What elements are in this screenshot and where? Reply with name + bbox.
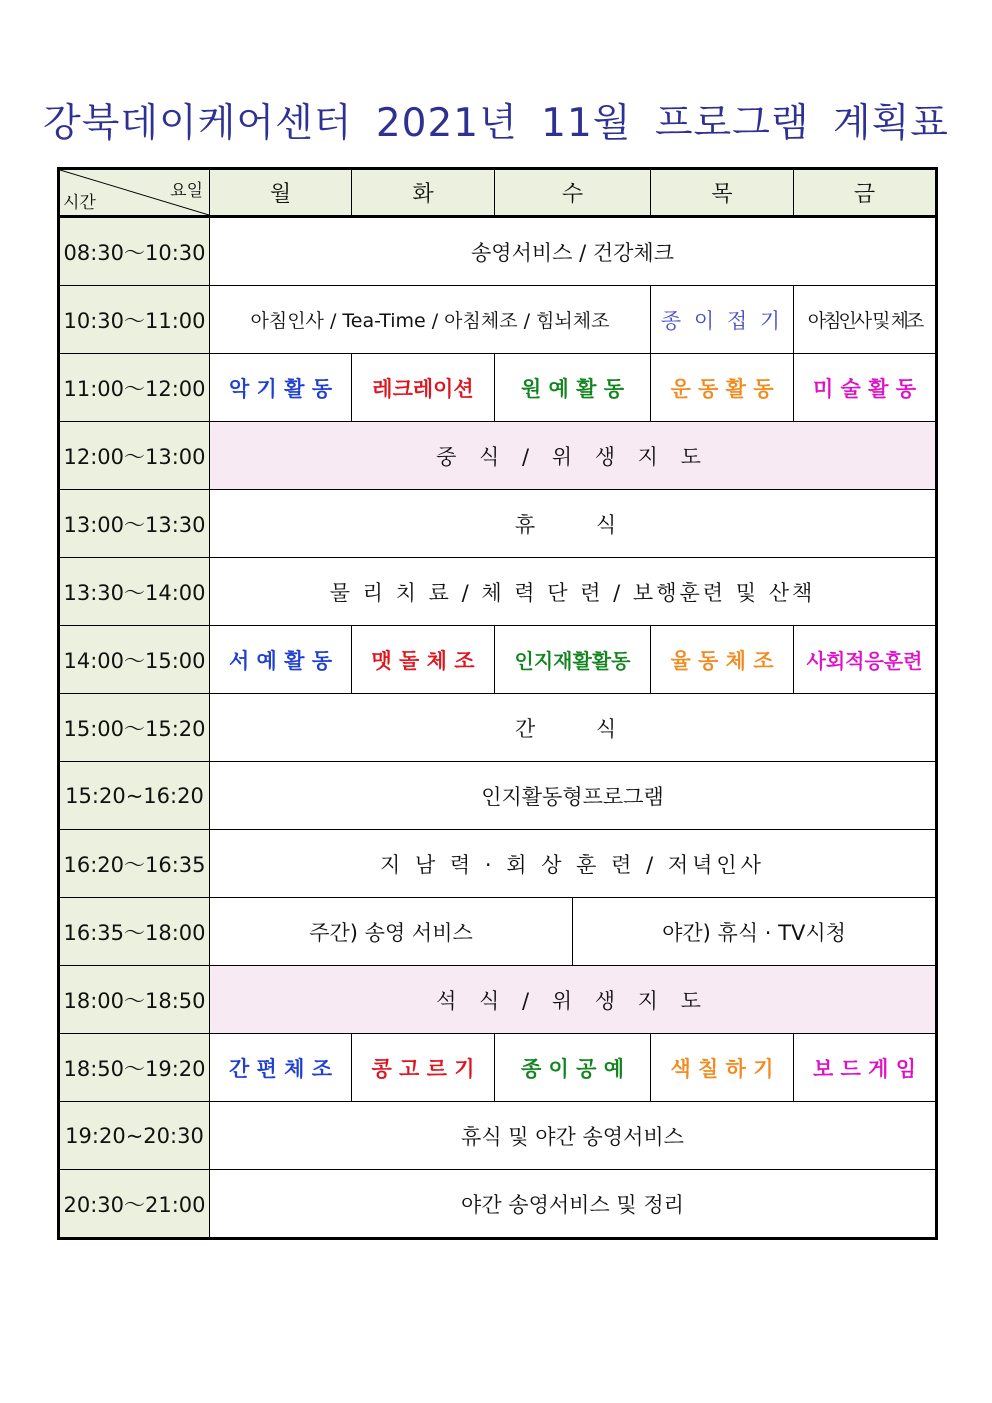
time-cell: 15:00～15:20 (59, 694, 210, 762)
time-cell: 10:30～11:00 (59, 286, 210, 354)
schedule-row (59, 558, 937, 626)
program-cell: 송영서비스 / 건강체크 (210, 217, 937, 286)
time-cell: 13:30～14:00 (59, 558, 210, 626)
day-header-mon: 월 (210, 169, 352, 217)
day-header-wed: 수 (495, 169, 651, 217)
time-cell: 11:00～12:00 (59, 354, 210, 422)
time-cell: 16:20～16:35 (59, 830, 210, 898)
program-cell: 중 식 / 위 생 지 도 (210, 422, 937, 490)
page-title: 강북데이케어센터 2021년 11월 프로그램 계획표 (43, 101, 949, 146)
schedule-row (59, 1170, 937, 1239)
program-cell-thu: 종 이 접 기 (651, 286, 794, 354)
program-cell-mon: 간 편 체 조 (210, 1034, 352, 1102)
program-cell: 지 남 력 · 회 상 훈 련 / 저녁인사 (210, 830, 937, 898)
program-cell: 석 식 / 위 생 지 도 (210, 966, 937, 1034)
program-cell: 휴 식 (210, 490, 937, 558)
schedule-row (59, 422, 937, 490)
program-cell-thu: 운 동 활 동 (651, 354, 794, 422)
time-cell: 20:30～21:00 (59, 1170, 210, 1239)
schedule-row (59, 762, 937, 830)
program-cell-fri: 미 술 활 동 (794, 354, 937, 422)
corner-time-label: 시간 (63, 193, 96, 213)
program-cell: 아침인사 / Tea-Time / 아침체조 / 힘뇌체조 (210, 286, 651, 354)
time-cell: 15:20~16:20 (59, 762, 210, 830)
time-cell: 18:00～18:50 (59, 966, 210, 1034)
program-cell-fri: 아침인사 및 체조 (794, 286, 937, 354)
corner-day-label: 요일 (170, 181, 203, 201)
time-cell: 12:00～13:00 (59, 422, 210, 490)
schedule-row (59, 286, 937, 354)
program-cell-wed: 원 예 활 동 (495, 354, 651, 422)
program-cell: 물 리 치 료 / 체 력 단 련 / 보행훈련 및 산책 (210, 558, 937, 626)
schedule-row (59, 490, 937, 558)
schedule-row (59, 354, 937, 422)
day-header-tue: 화 (352, 169, 495, 217)
corner-header-cell (59, 169, 210, 217)
program-cell: 휴식 및 야간 송영서비스 (210, 1102, 937, 1170)
program-cell: 인지활동형프로그램 (210, 762, 937, 830)
schedule-row (59, 217, 937, 286)
schedule-row (59, 626, 937, 694)
program-cell-tue: 레크레이션 (352, 354, 495, 422)
day-header-thu: 목 (651, 169, 794, 217)
program-cell-mon: 악 기 활 동 (210, 354, 352, 422)
schedule-row (59, 1034, 937, 1102)
program-cell-wed: 종 이 공 예 (495, 1034, 651, 1102)
program-cell-tue: 콩 고 르 기 (352, 1034, 495, 1102)
schedule-table (57, 167, 938, 1240)
program-cell-thu: 율 동 체 조 (651, 626, 794, 694)
night-rest-cell: 야간) 휴식 · TV시청 (662, 920, 846, 945)
schedule-row (59, 694, 937, 762)
time-cell: 16:35～18:00 (59, 898, 210, 966)
program-cell-wed: 인지재활활동 (495, 626, 651, 694)
program-cell-tue: 맷 돌 체 조 (352, 626, 495, 694)
time-cell: 18:50～19:20 (59, 1034, 210, 1102)
schedule-row (59, 1102, 937, 1170)
schedule-row (59, 898, 937, 966)
schedule-row (59, 830, 937, 898)
time-cell: 13:00～13:30 (59, 490, 210, 558)
time-cell: 19:20~20:30 (59, 1102, 210, 1170)
program-cell-mon: 서 예 활 동 (210, 626, 352, 694)
schedule-row (59, 966, 937, 1034)
header-row (59, 169, 937, 217)
program-cell: 야간 송영서비스 및 정리 (210, 1170, 937, 1239)
program-cell-fri: 보 드 게 임 (794, 1034, 937, 1102)
time-cell: 08:30～10:30 (59, 217, 210, 286)
day-service-cell: 주간) 송영 서비스 (210, 898, 573, 965)
program-cell-split (210, 898, 937, 966)
program-cell: 간 식 (210, 694, 937, 762)
day-header-fri: 금 (794, 169, 937, 217)
time-cell: 14:00～15:00 (59, 626, 210, 694)
program-cell-thu: 색 칠 하 기 (651, 1034, 794, 1102)
program-cell-fri: 사회적응훈련 (794, 626, 937, 694)
